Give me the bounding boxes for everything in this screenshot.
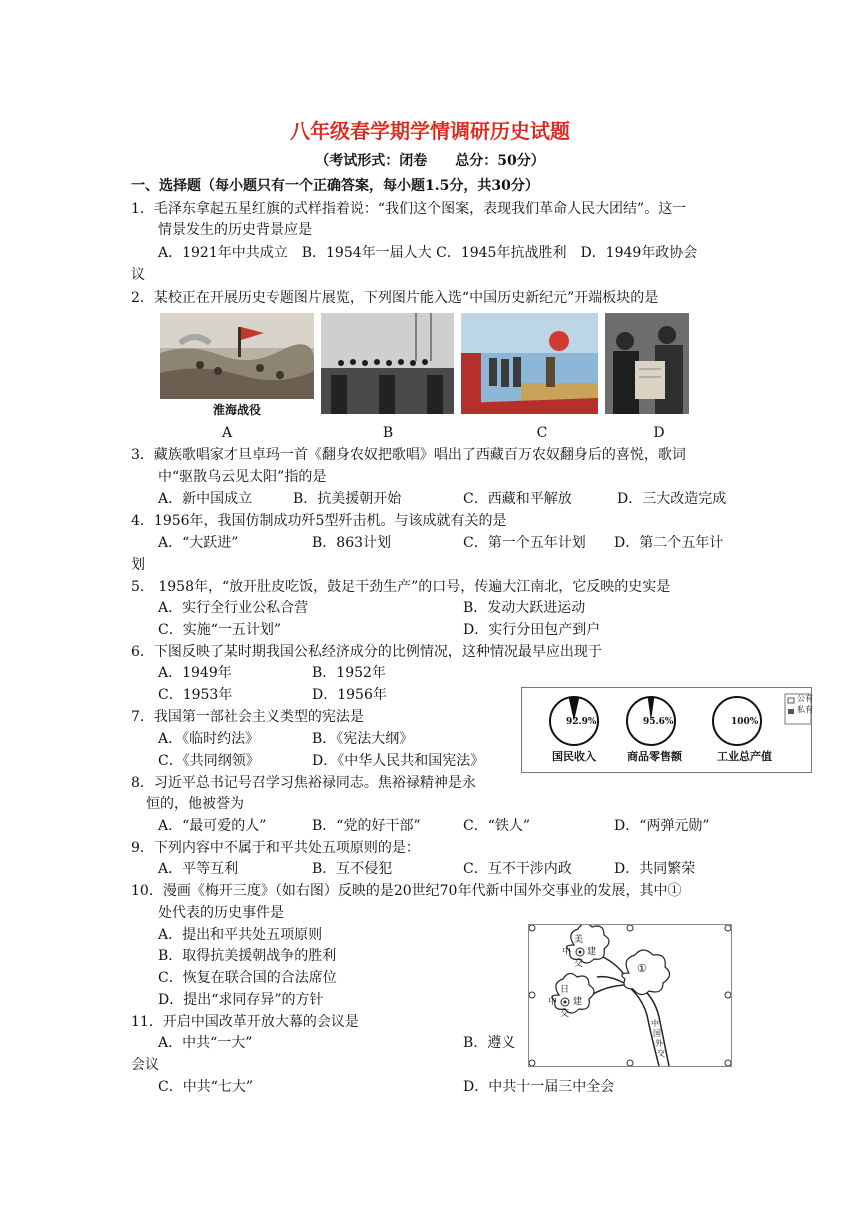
photo-tiananmen-ceremony (321, 313, 454, 414)
q9-option-a: A．平等互利 (158, 861, 239, 877)
q9-stem: 9．下列内容中不属于和平共处五项原则的是： (131, 840, 420, 856)
q4-stem: 4．1956年，我国仿制成功歼5型歼击机。与该成就有关的是 (131, 513, 507, 529)
q10-option-d: D．提出“求同存异”的方针 (158, 992, 324, 1008)
cartoon-us-2: 建 (587, 947, 597, 957)
q3-stem-line1: 3．藏族歌唱家才旦卓玛一首《翻身农奴把歌唱》唱出了西藏百万农奴翻身后的喜悦，歌词 (131, 447, 686, 463)
q3-option-c: C．西藏和平解放 (463, 491, 572, 507)
q3-option-d: D．三大改造完成 (617, 491, 727, 507)
photo-label-a: A (221, 425, 233, 441)
q11-stem: 11．开启中国改革开放大幕的会议是 (131, 1014, 359, 1030)
cartoon-us-3: 交 (574, 959, 584, 969)
q6-option-a: A．1949年 (158, 665, 232, 681)
q9-option-b: B．互不侵犯 (312, 861, 393, 877)
q5-option-a: A．实行全行业公私合营 (158, 600, 309, 616)
photo-label-c: C (536, 425, 548, 441)
cartoon-branch-2: 外 (655, 1039, 663, 1048)
pie-label-industry: 100% (731, 717, 759, 727)
q6-option-b: B．1952年 (312, 665, 386, 681)
q8-stem-line2: 恒的，他被誉为 (146, 796, 244, 812)
q9-option-c: C．互不干涉内政 (463, 861, 572, 877)
q10-stem-line1: 10．漫画《梅开三度》（如右图）反映的是20世纪70年代新中国外交事业的发展，其中① (131, 883, 682, 899)
q1-options-wrap: 议 (131, 267, 145, 283)
q1-options: A．1921年中共成立 B．1954年一届人大 C．1945年抗战胜利 D．1949年政协会 (158, 245, 698, 261)
q4-option-wrap: 划 (131, 557, 145, 573)
cartoon-jp-2: 建 (573, 997, 583, 1007)
exam-title: 八年级春学期学情调研历史试题 (290, 119, 570, 143)
ownership-pie-figure (521, 687, 812, 773)
q6-stem: 6．下图反映了某时期我国公私经济成分的比例情况，这种情况最早应出现于 (131, 644, 602, 660)
q7-option-c: C．《共同纲领》 (158, 753, 260, 769)
q7-option-b: B．《宪法大纲》 (312, 731, 414, 747)
q10-option-b: B．取得抗美援朝战争的胜利 (158, 948, 337, 964)
q10-option-c: C．恢复在联合国的合法席位 (158, 970, 337, 986)
cartoon-jp-0: 中 (548, 997, 558, 1007)
q11-option-wrap: 会议 (131, 1057, 159, 1073)
photo-land-reform (605, 313, 689, 414)
cartoon-branch-0: 中 (651, 1019, 659, 1028)
q9-option-d: D．共同繁荣 (614, 861, 696, 877)
legend-public: 公有 (797, 694, 813, 703)
q3-stem-line2: 中“驱散乌云见太阳”指的是 (158, 469, 327, 485)
cartoon-us-0: 中 (562, 947, 572, 957)
q7-stem: 7．我国第一部社会主义类型的宪法是 (131, 709, 364, 725)
q1-stem-line1: 1．毛泽东拿起五星红旗的式样指着说：“我们这个图案，表现我们革命人民大团结”。这一 (131, 201, 687, 217)
q6-option-d: D．1956年 (312, 687, 387, 703)
photo-label-d: D (653, 425, 665, 441)
cartoon-us-1: 美 (574, 935, 584, 945)
section-heading: 一、选择题（每小题只有一个正确答案，每小题1.5分，共30分） (131, 178, 539, 194)
q8-option-a: A．“最可爱的人” (158, 818, 267, 834)
pie-label-retail: 95.6% (643, 717, 674, 727)
cartoon-branch-3: 交 (657, 1049, 665, 1058)
q5-stem: 5． 1958年，“放开肚皮吃饭，鼓足干劲生产”的口号，传遍大江南北，它反映的史实是 (131, 579, 671, 595)
cartoon-branch-1: 国 (653, 1029, 661, 1038)
q4-option-c: C．第一个五年计划 (463, 535, 586, 551)
q3-option-b: B．抗美援朝开始 (293, 491, 402, 507)
q11-option-d: D．中共十一届三中全会 (463, 1079, 615, 1095)
pie-label-national-income: 92.9% (566, 717, 597, 727)
pie-caption-retail: 商品零售额 (627, 750, 682, 763)
photo-huaihai-battle (160, 313, 314, 399)
q8-option-c: C．“铁人” (463, 818, 531, 834)
q4-option-b: B．863计划 (312, 535, 392, 551)
q4-option-d: D．第二个五年计 (614, 535, 724, 551)
plum-blossom-cartoon (528, 924, 732, 1067)
q8-option-b: B．“党的好干部” (312, 818, 421, 834)
q7-option-d: D．《中华人民共和国宪法》 (312, 753, 485, 769)
q7-option-a: A．《临时约法》 (158, 731, 260, 747)
q4-option-a: A．“大跃进” (158, 535, 239, 551)
photo-a-caption: 淮海战役 (212, 403, 261, 417)
q11-option-c: C．中共“七大” (158, 1079, 254, 1095)
q10-stem-line2: 处代表的历史事件是 (158, 905, 284, 921)
q6-option-c: C．1953年 (158, 687, 233, 703)
q11-option-a: A．中共“一大” (158, 1035, 253, 1051)
exam-subtitle: （考试形式：闭卷 总分：50分） (315, 153, 545, 169)
q5-option-c: C．实施“一五计划” (158, 622, 282, 638)
pie-caption-national-income: 国民收入 (552, 750, 596, 763)
q8-stem-line1: 8．习近平总书记号召学习焦裕禄同志。焦裕禄精神是永 (131, 775, 476, 791)
q11-option-b: B．遵义 (463, 1035, 516, 1051)
legend-private: 私有 (797, 705, 813, 714)
q5-option-b: B．发动大跃进运动 (463, 600, 586, 616)
q8-option-d: D．“两弹元勋” (614, 818, 710, 834)
cartoon-event-1: ① (637, 962, 647, 975)
photo-label-b: B (382, 425, 394, 441)
q2-stem: 2．某校正在开展历史专题图片展览，下列图片能入选“中国历史新纪元”开端板块的是 (131, 290, 659, 306)
q5-option-d: D．实行分田包产到户 (463, 622, 601, 638)
q1-stem-line2: 情景发生的历史背景应是 (158, 222, 312, 238)
q10-option-a: A．提出和平共处五项原则 (158, 927, 323, 943)
cartoon-jp-3: 交 (560, 1009, 570, 1019)
photo-founding-ceremony-painting (461, 313, 598, 414)
pie-caption-industry: 工业总产值 (717, 750, 772, 763)
cartoon-jp-1: 日 (560, 985, 570, 995)
q3-option-a: A．新中国成立 (158, 491, 253, 507)
